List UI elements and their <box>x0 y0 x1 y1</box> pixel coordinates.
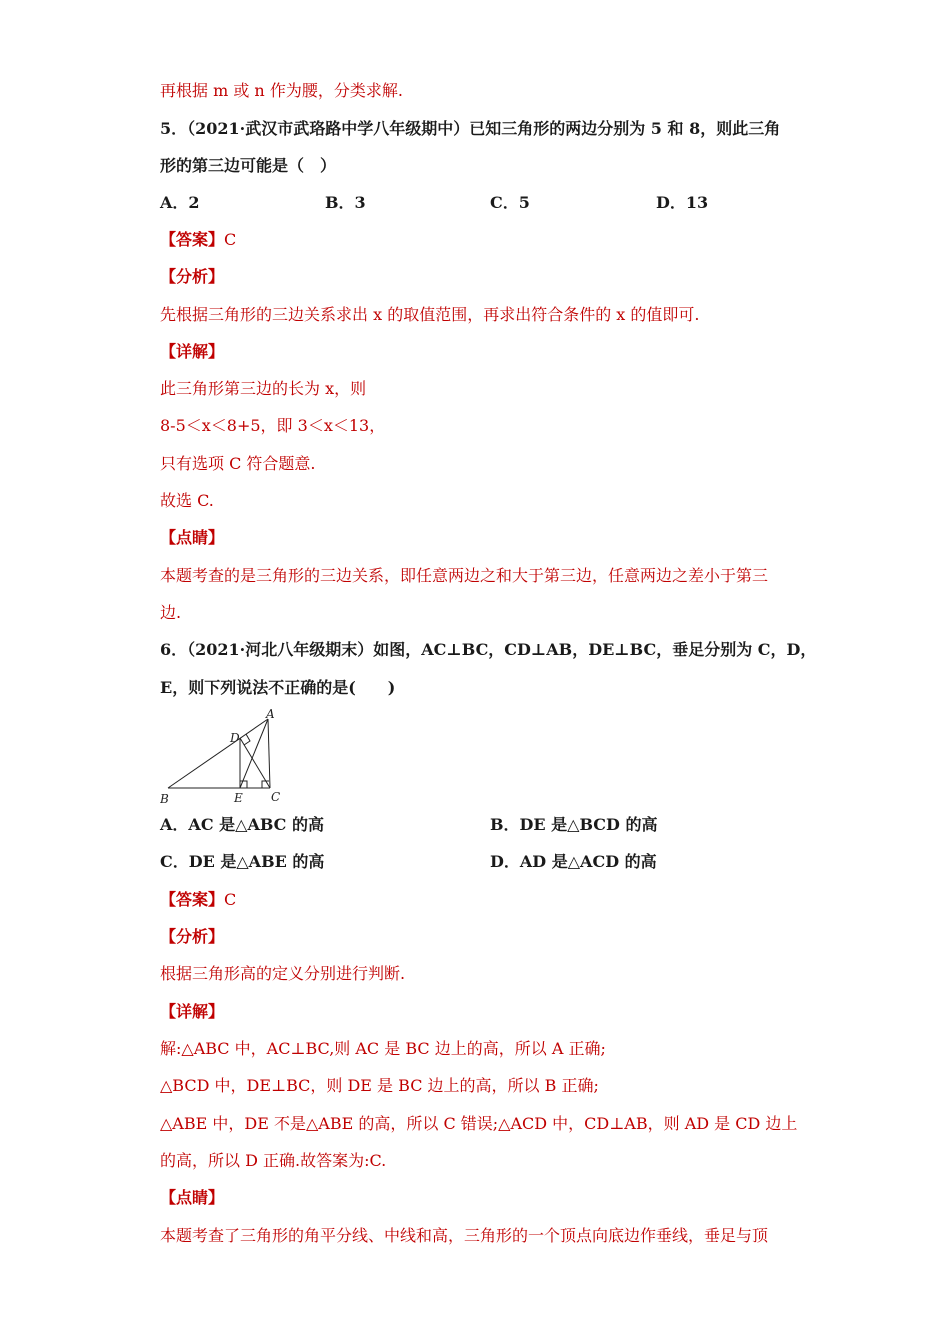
q6-option-d: D．AD 是△ACD 的高 <box>490 852 657 871</box>
answer-tag: 【答案】 <box>160 890 225 909</box>
q5-analysis: 先根据三角形的三边关系求出 x 的取值范围，再求出符合条件的 x 的值即可. <box>160 305 700 324</box>
q5-detail-line: 只有选项 C 符合题意. <box>160 454 316 473</box>
q5-detail-line: 此三角形第三边的长为 x，则 <box>160 379 367 398</box>
segment-ac <box>268 719 270 788</box>
q6-detail-line: △BCD 中，DE⊥BC，则 DE 是 BC 边上的高，所以 B 正确; <box>160 1076 599 1095</box>
q5-detail-line: 故选 C. <box>160 491 214 510</box>
q5-comment-line: 本题考查的是三角形的三边关系，即任意两边之和大于第三边，任意两边之差小于第三 <box>160 566 769 585</box>
label-b: B <box>160 792 169 806</box>
q5-option-c: C．5 <box>490 193 530 212</box>
label-e: E <box>234 791 243 805</box>
q6-detail-line: △ABE 中，DE 不是△ABE 的高，所以 C 错误;△ACD 中，CD⊥AB，则 AD 是 CD 边上 <box>160 1114 798 1133</box>
q6-detail-tag: 【详解】 <box>160 1002 225 1021</box>
q6-option-c: C．DE 是△ABE 的高 <box>160 852 325 871</box>
q5-stem-line2: 形的第三边可能是（ ） <box>160 156 337 175</box>
q6-option-a: A．AC 是△ABC 的高 <box>160 815 324 834</box>
q5-comment-line: 边. <box>160 603 182 622</box>
label-d: D <box>230 731 240 745</box>
label-a: A <box>266 708 275 721</box>
triangle-figure <box>160 708 290 808</box>
q5-detail-line: 8-5＜x＜8+5，即 3＜x＜13， <box>160 416 386 435</box>
answer-value: C <box>224 230 237 249</box>
q6-option-b: B．DE 是△BCD 的高 <box>490 815 658 834</box>
q5-detail-tag: 【详解】 <box>160 342 225 361</box>
q5-answer <box>160 229 236 251</box>
q6-comment-line: 本题考查了三角形的角平分线、中线和高，三角形的一个顶点向底边作垂线，垂足与顶 <box>160 1226 769 1245</box>
q6-detail-line: 解:△ABC 中，AC⊥BC,则 AC 是 BC 边上的高，所以 A 正确; <box>160 1039 606 1058</box>
q6-detail-line: 的高，所以 D 正确.故答案为:C. <box>160 1151 387 1170</box>
q6-answer <box>160 889 236 911</box>
label-c: C <box>271 790 281 804</box>
q6-analysis: 根据三角形高的定义分别进行判断. <box>160 964 406 983</box>
q6-stem-line1: 6．（2021·河北八年级期末）如图，AC⊥BC，CD⊥AB，DE⊥BC，垂足分别为 C，D， <box>160 640 817 659</box>
q6-analysis-tag: 【分析】 <box>160 927 225 946</box>
q5-comment-tag: 【点睛】 <box>160 528 225 547</box>
q6-stem-line2: E，则下列说法不正确的是( ) <box>160 678 396 697</box>
q5-stem-line1: 5．（2021·武汉市武珞路中学八年级期中）已知三角形的两边分别为 5 和 8，则此三角 <box>160 119 781 138</box>
answer-value: C <box>224 890 237 909</box>
q5-option-a: A．2 <box>160 193 200 212</box>
intro-line: 再根据 m 或 n 作为腰，分类求解. <box>160 81 403 100</box>
q5-option-d: D．13 <box>656 193 709 212</box>
q5-analysis-tag: 【分析】 <box>160 267 225 286</box>
answer-tag: 【答案】 <box>160 230 225 249</box>
q6-comment-tag: 【点睛】 <box>160 1188 225 1207</box>
right-angle-mark-d <box>244 734 250 745</box>
q5-option-b: B．3 <box>325 193 366 212</box>
segment-ab <box>168 719 268 788</box>
